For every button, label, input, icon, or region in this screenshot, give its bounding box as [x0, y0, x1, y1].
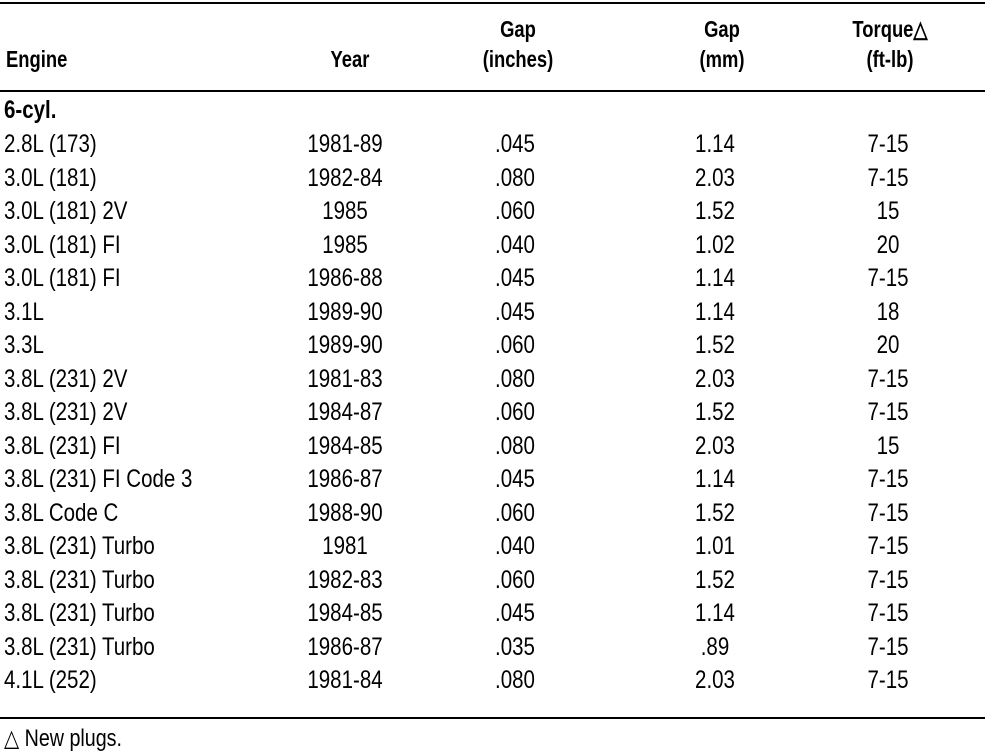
cell-torque: 7-15: [867, 499, 909, 527]
cell-gap-mm: 2.03: [695, 666, 735, 694]
cell-gap-inches: .060: [495, 499, 535, 527]
cell-torque: 7-15: [867, 465, 909, 493]
cell-gap-inches: .045: [495, 465, 535, 493]
cell-torque: 7-15: [867, 130, 909, 158]
cell-torque: 7-15: [867, 566, 909, 594]
cell-gap-inches: .060: [495, 331, 535, 359]
top-rule: [0, 2, 985, 4]
cell-gap-mm: 1.52: [695, 566, 735, 594]
cell-torque: 7-15: [867, 599, 909, 627]
cell-torque: 7-15: [867, 365, 909, 393]
cell-year: 1981-89: [307, 130, 383, 158]
cell-gap-mm: 1.14: [695, 599, 735, 627]
cell-torque: 7-15: [867, 532, 909, 560]
cell-engine: 3.8L (231) 2V: [4, 398, 128, 426]
cell-year: 1984-87: [307, 398, 383, 426]
cell-engine: 3.0L (181): [4, 164, 97, 192]
cell-gap-mm: 1.02: [695, 231, 735, 259]
cell-gap-inches: .060: [495, 197, 535, 225]
cell-engine: 2.8L (173): [4, 130, 97, 158]
header-gap-mm-line2: (mm): [699, 46, 745, 72]
header-gap-inches-line1: Gap: [500, 16, 536, 42]
cell-year: 1981-83: [307, 365, 383, 393]
cell-year: 1982-84: [307, 164, 383, 192]
cell-gap-inches: .045: [495, 264, 535, 292]
cell-engine: 3.8L (231) Turbo: [4, 599, 155, 627]
cell-gap-mm: 1.14: [695, 465, 735, 493]
cell-gap-mm: 2.03: [695, 365, 735, 393]
cell-gap-mm: 1.52: [695, 331, 735, 359]
header-torque-line1: Torque△: [852, 16, 928, 42]
cell-gap-mm: .89: [700, 633, 730, 661]
cell-year: 1981-84: [307, 666, 383, 694]
cell-year: 1985: [322, 231, 368, 259]
cell-gap-inches: .040: [495, 532, 535, 560]
header-gap-inches-line2: (inches): [482, 46, 554, 72]
cell-year: 1989-90: [307, 298, 383, 326]
cell-year: 1986-87: [307, 465, 383, 493]
group-label: 6-cyl.: [4, 96, 57, 124]
cell-gap-mm: 2.03: [695, 432, 735, 460]
cell-year: 1985: [322, 197, 368, 225]
cell-engine: 3.0L (181) FI: [4, 231, 121, 259]
cell-gap-mm: 2.03: [695, 164, 735, 192]
cell-engine: 3.8L (231) Turbo: [4, 633, 155, 661]
cell-engine: 3.0L (181) 2V: [4, 197, 128, 225]
cell-gap-inches: .080: [495, 365, 535, 393]
cell-torque: 7-15: [867, 666, 909, 694]
cell-gap-mm: 1.01: [695, 532, 735, 560]
cell-engine: 4.1L (252): [4, 666, 97, 694]
cell-gap-mm: 1.52: [695, 398, 735, 426]
cell-engine: 3.8L (231) 2V: [4, 365, 128, 393]
cell-torque: 20: [876, 231, 900, 259]
cell-torque: 7-15: [867, 633, 909, 661]
bottom-rule: [0, 717, 985, 719]
cell-gap-inches: .040: [495, 231, 535, 259]
cell-year: 1981: [322, 532, 368, 560]
cell-gap-inches: .080: [495, 164, 535, 192]
footnote: △ New plugs.: [4, 725, 122, 752]
cell-year: 1984-85: [307, 599, 383, 627]
cell-year: 1989-90: [307, 331, 383, 359]
cell-torque: 15: [876, 197, 900, 225]
cell-gap-mm: 1.14: [695, 130, 735, 158]
header-rule: [0, 90, 985, 92]
cell-engine: 3.0L (181) FI: [4, 264, 121, 292]
header-torque-line2: (ft-lb): [866, 46, 914, 72]
cell-gap-inches: .060: [495, 566, 535, 594]
cell-torque: 7-15: [867, 398, 909, 426]
cell-gap-mm: 1.14: [695, 264, 735, 292]
cell-gap-inches: .045: [495, 599, 535, 627]
cell-gap-inches: .045: [495, 130, 535, 158]
cell-year: 1988-90: [307, 499, 383, 527]
cell-torque: 7-15: [867, 264, 909, 292]
cell-engine: 3.8L (231) Turbo: [4, 566, 155, 594]
cell-engine: 3.8L (231) FI Code 3: [4, 465, 193, 493]
cell-engine: 3.8L (231) Turbo: [4, 532, 155, 560]
header-year: Year: [330, 46, 370, 72]
header-engine: Engine: [6, 46, 68, 72]
cell-gap-inches: .080: [495, 666, 535, 694]
cell-torque: 15: [876, 432, 900, 460]
cell-gap-inches: .060: [495, 398, 535, 426]
cell-engine: 3.3L: [4, 331, 44, 359]
header-gap-mm-line1: Gap: [704, 16, 740, 42]
cell-year: 1982-83: [307, 566, 383, 594]
cell-year: 1986-88: [307, 264, 383, 292]
cell-gap-mm: 1.52: [695, 499, 735, 527]
cell-engine: 3.8L Code C: [4, 499, 119, 527]
cell-engine: 3.1L: [4, 298, 44, 326]
cell-torque: 7-15: [867, 164, 909, 192]
cell-gap-inches: .080: [495, 432, 535, 460]
cell-gap-mm: 1.14: [695, 298, 735, 326]
cell-gap-inches: .035: [495, 633, 535, 661]
cell-torque: 18: [876, 298, 900, 326]
cell-torque: 20: [876, 331, 900, 359]
cell-gap-inches: .045: [495, 298, 535, 326]
cell-gap-mm: 1.52: [695, 197, 735, 225]
cell-year: 1984-85: [307, 432, 383, 460]
cell-engine: 3.8L (231) FI: [4, 432, 121, 460]
cell-year: 1986-87: [307, 633, 383, 661]
